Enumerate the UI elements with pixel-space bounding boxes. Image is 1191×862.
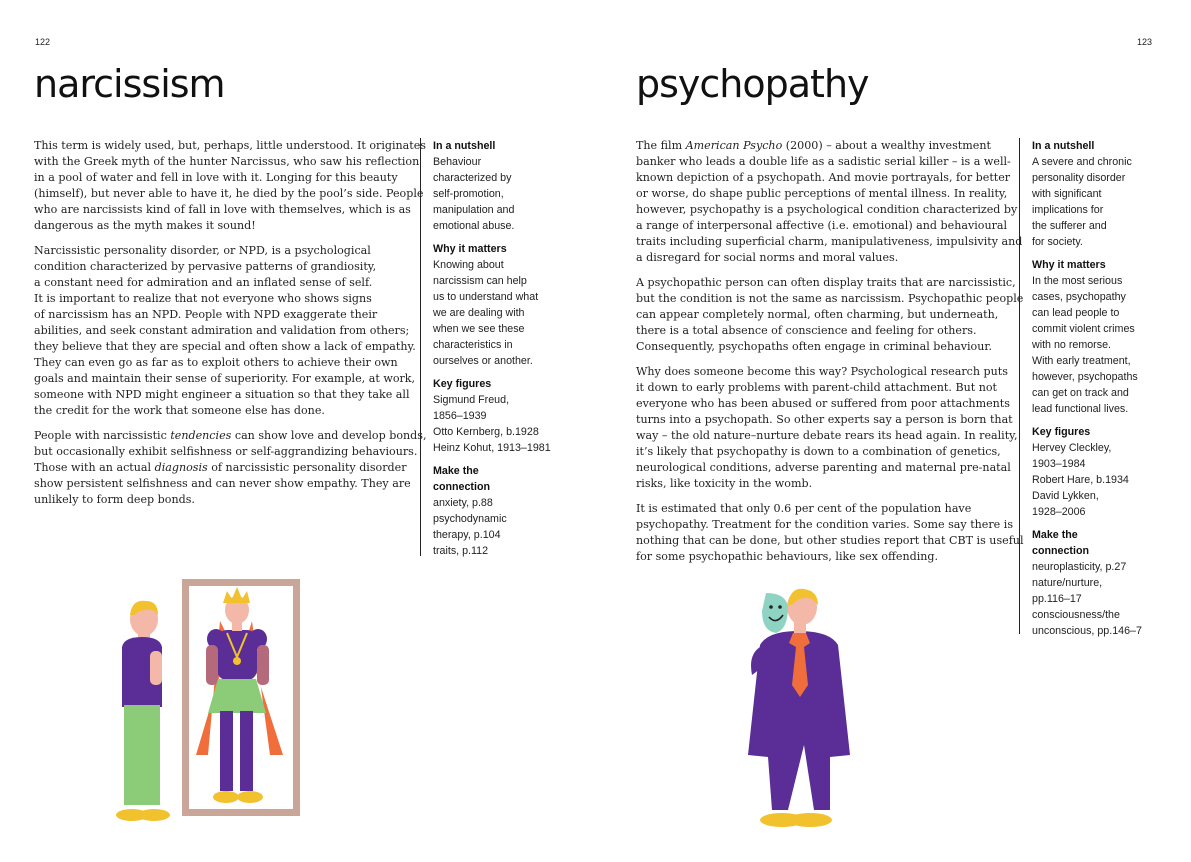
text-line [34,259,379,275]
sidebar-text: ourselves or another. [433,355,533,367]
text-line [636,250,981,266]
body-paragraph [34,428,427,508]
sidebar-heading: Make the connection [433,465,491,493]
sidebar-text: Robert Hare, b.1934 [1032,474,1129,486]
text-line [636,364,1008,380]
text-run: Those with an actual [34,461,155,474]
sidebar-section [433,138,583,234]
text-line [636,170,1011,186]
sidebar-text: manipulation and [433,204,515,216]
text-run: Narcissistic personality disorder, or NPD, is a psychological [34,244,371,257]
text-line [34,339,416,355]
text-run: show persistent selfishness and can never show empathy. They are [34,477,411,490]
sidebar-text: David Lykken, [1032,490,1099,502]
text-line [636,396,1010,412]
sidebar-text: Sigmund Freud, [433,394,510,406]
text-line [34,355,398,371]
sidebar-heading: In a nutshell [433,140,496,152]
text-line [34,403,379,419]
text-line [636,339,992,355]
text-run: it down to early problems with parent-child attachment. But not [636,381,998,394]
page-number: 122 [35,37,51,47]
text-line [34,170,398,186]
sidebar-text: anxiety, p.88 [433,497,493,509]
sidebar-heading: In a nutshell [1032,140,1095,152]
text-run: A psychopathic person can often display traits that are narcissistic, [636,276,1016,289]
text-line [34,138,426,154]
text-line [636,138,991,154]
text-run: way – the old nature–nurture debate rears its head again. In reality, [636,429,1018,442]
page-title: psychopathy [636,62,869,106]
italic-text: American Psycho [685,139,783,152]
sidebar-section [433,463,583,559]
text-line [636,218,1008,234]
text-run: they believe that they are special and often show a lack of empathy. [34,340,416,353]
text-run: the credit for the work that someone else has done. [34,404,325,417]
text-line [34,492,379,508]
sidebar-text: traits, p.112 [433,545,489,557]
text-run: traits including superficial charm, manipulativeness, impulsivity and [636,235,1023,248]
text-run: for some psychopathic behaviours, like sex offending. [636,550,939,563]
sidebar-text: Otto Kernberg, b.1928 [433,426,539,438]
text-run: (himself), but never able to have it, he died by the pool’s side. People [34,187,424,200]
sidebar-section [1032,138,1191,250]
sidebar-heading: Key figures [1032,426,1091,438]
sidebar-section [1032,424,1191,520]
text-line [636,501,981,517]
text-line [34,218,379,234]
sidebar-text: characterized by [433,172,512,184]
sidebar-text: Behaviour [433,156,482,168]
sidebar-text: personality disorder [1032,172,1126,184]
body-paragraph [34,243,416,419]
text-run: They can even go as far as to exploit others to achieve their own [34,356,398,369]
text-line [34,387,410,403]
sidebar-text: we are dealing with [433,307,525,319]
sidebar-section [1032,257,1191,417]
text-run: neurological conditions, adverse parenting and maternal pre-natal [636,461,1011,474]
sidebar-section [433,241,583,369]
text-line [34,307,379,323]
sidebar-text: cases, psychopathy [1032,291,1126,303]
sidebar-text: commit violent crimes [1032,323,1135,335]
text-run: condition characterized by pervasive patterns of grandiosity, [34,260,377,273]
text-run: risks, like toxicity in the womb. [636,477,813,490]
sidebar-heading: Why it matters [1032,259,1106,271]
text-line [34,476,411,492]
sidebar-text: nature/nurture, [1032,577,1103,589]
text-run: psychopathy. Treatment for the condition varies. Some say there is [636,518,1014,531]
text-line [34,371,416,387]
sidebar-text: In the most serious [1032,275,1123,287]
text-line [34,202,411,218]
psychopath-figure [748,589,850,827]
sidebar-heading: Key figures [433,378,492,390]
text-run: It is estimated that only 0.6 per cent of the population have [636,502,972,515]
text-run: dangerous as the myth makes it sound! [34,219,256,232]
text-run: in a pool of water and fell in love with it. Longing for this beauty [34,171,398,184]
sidebar-text: 1856–1939 [433,410,487,422]
sidebar-heading: Make the connection [1032,529,1090,557]
text-line [34,291,379,307]
text-run: turns into a psychopath. So other experts say a person is born that [636,413,1013,426]
text-run: someone with NPD might engineer a situation so that they take all [34,388,410,401]
text-line [636,460,1011,476]
sidebar-text: characteristics in [433,339,513,351]
text-line [636,202,1018,218]
sidebar-text: pp.116–17 [1032,593,1082,605]
sidebar-panel [420,138,583,556]
smiling-mask [762,593,788,633]
sidebar-text: narcissism can help [433,275,527,287]
sidebar-text: A severe and chronic [1032,156,1132,168]
text-run: but the condition is not the same as narcissism. Psychopathic people [636,292,1024,305]
text-line [636,517,1014,533]
text-run: a disregard for social norms and moral values. [636,251,899,264]
sidebar-text: implications for [1032,204,1104,216]
sidebar-text: lead functional lives. [1032,403,1129,415]
sidebar-text: psychodynamic [433,513,507,525]
text-line [636,186,1008,202]
text-line [636,154,1011,170]
italic-text: tendencies [170,429,232,442]
text-run: known depiction of a psychopath. And movie portrayals, for better [636,171,1011,184]
narcissist-mirror-illustration [100,575,320,830]
sidebar-text: can lead people to [1032,307,1120,319]
sidebar-text: us to understand what [433,291,539,303]
sidebar-text: when we see these [433,323,525,335]
body-paragraph [636,275,1024,355]
text-line [636,444,1001,460]
sidebar-text: emotional abuse. [433,220,515,232]
sidebar-text: however, psychopaths [1032,371,1138,383]
text-run: unlikely to form deep bonds. [34,493,195,506]
text-run: who are narcissists kind of fall in love with themselves, which is as [34,203,411,216]
sidebar-text: with significant [1032,188,1102,200]
italic-text: diagnosis [154,461,208,474]
psychopath-mask-illustration [738,585,858,830]
sidebar-section [1032,527,1191,639]
text-line [636,428,1018,444]
narcissist-figure [116,601,170,821]
text-line [34,323,410,339]
body-paragraph [636,501,1024,565]
sidebar-text: self-promotion, [433,188,504,200]
text-line [636,380,998,396]
text-run: People with narcissistic [34,429,171,442]
sidebar-heading: Why it matters [433,243,507,255]
text-line [34,243,379,259]
text-run: with the Greek myth of the hunter Narcissus, who saw his reflection [34,155,420,168]
page-title: narcissism [34,62,225,106]
body-paragraph [636,364,1018,492]
sidebar-text: with no remorse. [1032,339,1111,351]
page-number: 123 [1137,37,1153,47]
text-run: a constant need for admiration and an inflated sense of self. [34,276,373,289]
text-line [34,428,427,444]
text-run: it’s likely that psychopathy is down to a combination of genetics, [636,445,1001,458]
text-run: nothing that can be done, but other studies report that CBT is useful [636,534,1024,547]
text-line [34,186,424,202]
sidebar-text: Knowing about [433,259,504,271]
text-run: however, psychopathy is a psychological condition characterized by [636,203,1018,216]
sidebar-section [433,376,583,456]
sidebar-text: therapy, p.104 [433,529,501,541]
sidebar-panel [1019,138,1191,637]
text-run: banker who leads a double life as a sadistic serial killer – is a well- [636,155,1011,168]
sidebar-text: 1903–1984 [1032,458,1086,470]
text-line [636,307,999,323]
article-body [34,138,427,517]
text-run: but occasionally exhibit selfishness or self-aggrandizing behaviours. [34,445,418,458]
sidebar-text: 1928–2006 [1032,506,1086,518]
text-run: Consequently, psychopaths often engage in criminal behaviour. [636,340,992,353]
text-line [34,154,420,170]
sidebar-text: the sufferer and [1032,220,1107,232]
text-line [34,460,407,476]
text-line [636,234,1023,250]
text-run: everyone who has been abused or suffered from poor attachments [636,397,1010,410]
text-line [636,549,981,565]
text-run: can appear completely normal, often charming, but underneath, [636,308,999,321]
text-run: a range of interpersonal affective (i.e. emotional) and behavioural [636,219,1008,232]
sidebar-text: With early treatment, [1032,355,1131,367]
sidebar-text: unconscious, pp.146–7 [1032,625,1142,637]
body-paragraph [34,138,426,234]
sidebar-text: consciousness/the [1032,609,1120,621]
text-run: This term is widely used, but, perhaps, little understood. It originates [34,139,426,152]
sidebar-text: can get on track and [1032,387,1129,399]
text-run: or worse, do shape public perceptions of mental illness. In reality, [636,187,1008,200]
text-run: The film [636,139,686,152]
text-line [636,291,1024,307]
text-run: It is important to realize that not everyone who shows signs [34,292,372,305]
text-run: (2000) – about a wealthy investment [782,139,991,152]
text-line [636,275,1016,291]
text-line [636,412,1013,428]
text-line [34,444,418,460]
article-body [636,138,1024,574]
sidebar-text: for society. [1032,236,1083,248]
body-paragraph [636,138,1023,266]
text-run: there is a total absence of conscience and feeling for others. [636,324,977,337]
text-run: of narcissistic personality disorder [207,461,407,474]
text-run: Why does someone become this way? Psychological research puts [636,365,1008,378]
text-run: of narcissism has an NPD. People with NPD exaggerate their [34,308,378,321]
text-run: can show love and develop bonds, [231,429,427,442]
sidebar-text: Heinz Kohut, 1913–1981 [433,442,551,454]
text-line [636,323,981,339]
text-run: abilities, and seek constant admiration and validation from others; [34,324,410,337]
text-line [34,275,379,291]
text-line [636,533,1024,549]
text-run: goals and maintain their sense of superiority. For example, at work, [34,372,416,385]
text-line [636,476,981,492]
sidebar-text: Hervey Cleckley, [1032,442,1112,454]
sidebar-text: neuroplasticity, p.27 [1032,561,1127,573]
